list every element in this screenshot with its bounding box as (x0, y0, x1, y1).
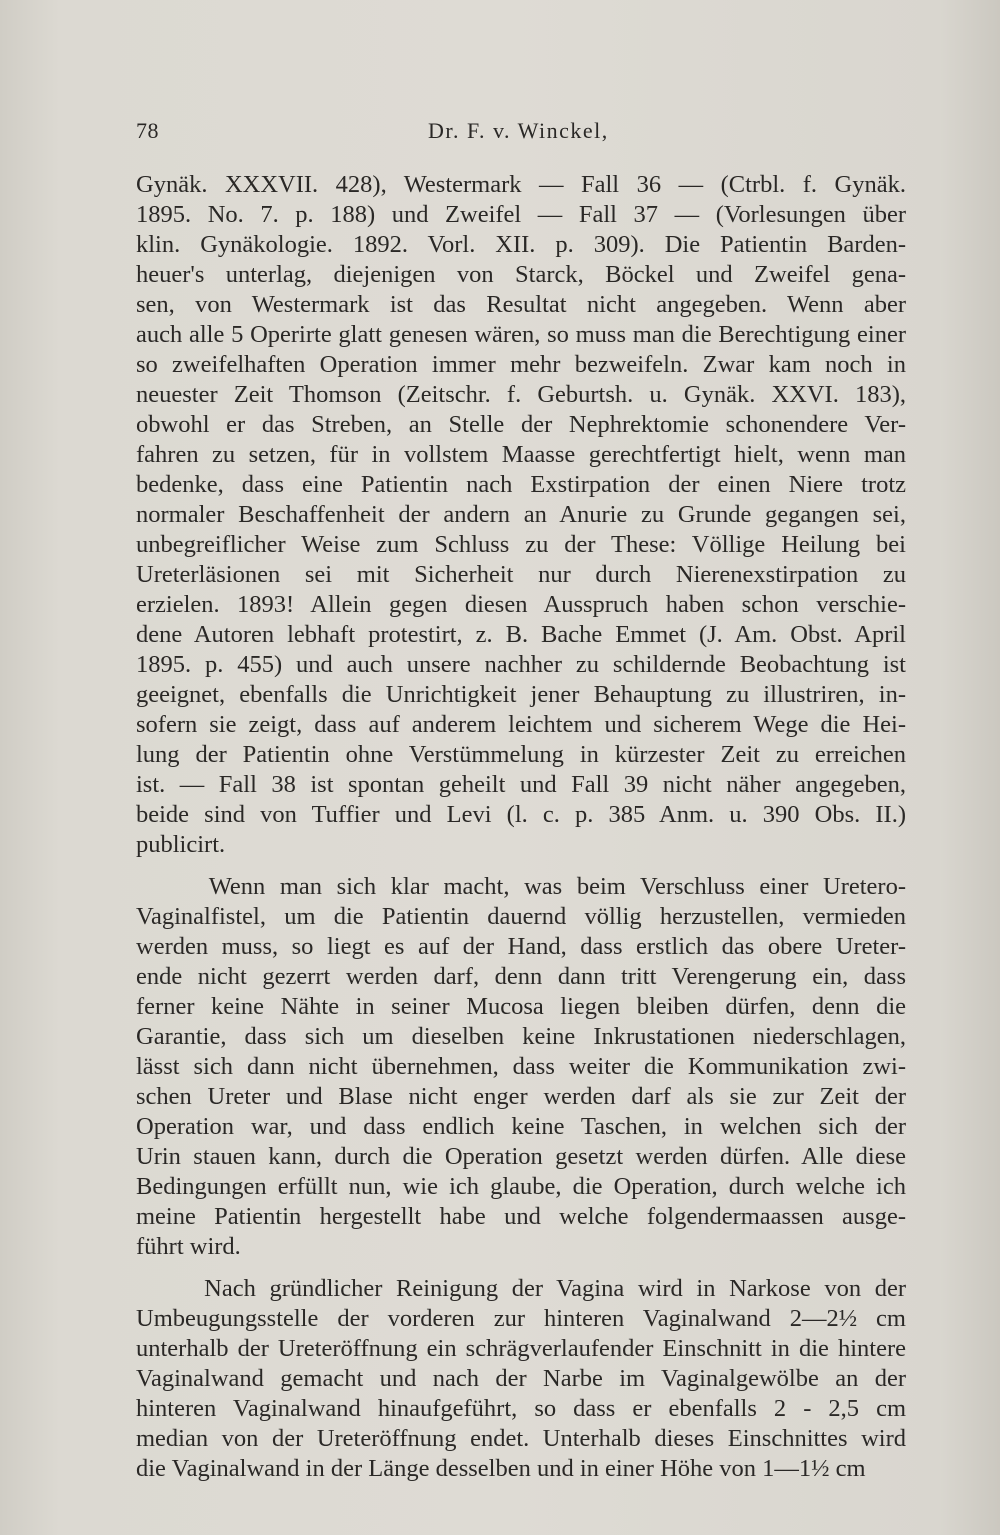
text-line: führt wird. (136, 1233, 241, 1260)
text-line: normaler Beschaffenheit der andern an Anurie zu Grunde gegangen sei, (136, 501, 906, 528)
text-line: die Vaginalwand in der Länge desselben und in einer Höhe von 1—1½ cm (136, 1455, 866, 1482)
text-line: Urin stauen kann, durch die Operation gesetzt werden dürfen. Alle diese (136, 1143, 906, 1170)
text-line: lung der Patientin ohne Verstümmelung in kürzester Zeit zu erreichen (136, 741, 906, 768)
paragraph (136, 1274, 906, 1484)
text-line: heuer's unterlag, diejenigen von Starck, Böckel und Zweifel gena- (136, 261, 906, 288)
text-line: werden muss, so liegt es auf der Hand, dass erstlich das obere Ureter- (136, 933, 906, 960)
text-line: geeignet, ebenfalls die Unrichtigkeit jener Behauptung zu illustriren, in- (136, 681, 906, 708)
text-line: publicirt. (136, 831, 226, 858)
paragraph-spacer (136, 860, 906, 872)
running-head: Dr. F. v. Winckel, (428, 118, 609, 143)
text-line: so zweifelhaften Operation immer mehr bezweifeln. Zwar kam noch in (136, 351, 906, 378)
text-line: erzielen. 1893! Allein gegen diesen Ausspruch haben schon verschie- (136, 591, 906, 618)
text-line: unbegreiflicher Weise zum Schluss zu der These: Völlige Heilung bei (136, 531, 906, 558)
text-line: Umbeugungsstelle der vorderen zur hinteren Vaginalwand 2—2½ cm (136, 1305, 906, 1332)
text-line: fahren zu setzen, für in vollstem Maasse gerechtfertigt hielt, wenn man (136, 441, 906, 468)
text-line: Ureterläsionen sei mit Sicherheit nur durch Nierenexstirpation zu (136, 561, 906, 588)
text-line: schen Ureter und Blase nicht enger werden darf als sie zur Zeit der (136, 1083, 906, 1110)
body-text (136, 170, 906, 1484)
text-line: meine Patientin hergestellt habe und welche folgendermaassen ausge- (136, 1203, 906, 1230)
text-line: Garantie, dass sich um dieselben keine Inkrustationen niederschlagen, (136, 1023, 906, 1050)
text-line: ist. — Fall 38 ist spontan geheilt und Fall 39 nicht näher angegeben, (136, 771, 906, 798)
text-line: dene Autoren lebhaft protestirt, z. B. Bache Emmet (J. Am. Obst. April (136, 621, 906, 648)
text-line: lässt sich dann nicht übernehmen, dass weiter die Kommunikation zwi- (136, 1053, 906, 1080)
text-line: auch alle 5 Operirte glatt genesen wären, so muss man die Berechtigung einer (136, 321, 906, 348)
text-line: 1895. No. 7. p. 188) und Zweifel — Fall 37 — (Vorlesungen über (136, 201, 906, 228)
text-line: klin. Gynäkologie. 1892. Vorl. XII. p. 309). Die Patientin Barden- (136, 231, 906, 258)
text-line: Vaginalfistel, um die Patientin dauernd völlig herzustellen, vermieden (136, 903, 906, 930)
text-line: median von der Ureteröffnung endet. Unterhalb dieses Einschnittes wird (136, 1425, 906, 1452)
text-line: Wenn man sich klar macht, was beim Verschluss einer Uretero- (136, 873, 906, 900)
paragraph (136, 170, 906, 860)
text-line: sen, von Westermark ist das Resultat nicht angegeben. Wenn aber (136, 291, 906, 318)
text-line: hinteren Vaginalwand hinaufgeführt, so dass er ebenfalls 2 - 2,5 cm (136, 1395, 906, 1422)
page-number: 78 (136, 118, 159, 143)
text-line: Bedingungen erfüllt nun, wie ich glaube, die Operation, durch welche ich (136, 1173, 906, 1200)
text-line: Operation war, und dass endlich keine Taschen, in welchen sich der (136, 1113, 906, 1140)
text-line: 1895. p. 455) und auch unsere nachher zu schildernde Beobachtung ist (136, 651, 906, 678)
text-line: ende nicht gezerrt werden darf, denn dann tritt Verengerung ein, dass (136, 963, 906, 990)
text-line: sofern sie zeigt, dass auf anderem leichtem und sicherem Wege die Hei- (136, 711, 906, 738)
paragraph (136, 872, 906, 1262)
text-line: obwohl er das Streben, an Stelle der Nephrektomie schonendere Ver- (136, 411, 906, 438)
text-line: Vaginalwand gemacht und nach der Narbe im Vaginalgewölbe an der (136, 1365, 906, 1392)
text-line: Nach gründlicher Reinigung der Vagina wird in Narkose von der (136, 1275, 906, 1302)
text-line: neuester Zeit Thomson (Zeitschr. f. Geburtsh. u. Gynäk. XXVI. 183), (136, 381, 906, 408)
text-line: unterhalb der Ureteröffnung ein schrägverlaufender Einschnitt in die hintere (136, 1335, 906, 1362)
text-line: beide sind von Tuffier und Levi (l. c. p. 385 Anm. u. 390 Obs. II.) (136, 801, 906, 828)
paragraph-spacer (136, 1262, 906, 1274)
text-line: Gynäk. XXXVII. 428), Westermark — Fall 36 — (Ctrbl. f. Gynäk. (136, 171, 906, 198)
text-line: ferner keine Nähte in seiner Mucosa liegen bleiben dürfen, denn die (136, 993, 906, 1020)
text-line: bedenke, dass eine Patientin nach Exstirpation der einen Niere trotz (136, 471, 906, 498)
